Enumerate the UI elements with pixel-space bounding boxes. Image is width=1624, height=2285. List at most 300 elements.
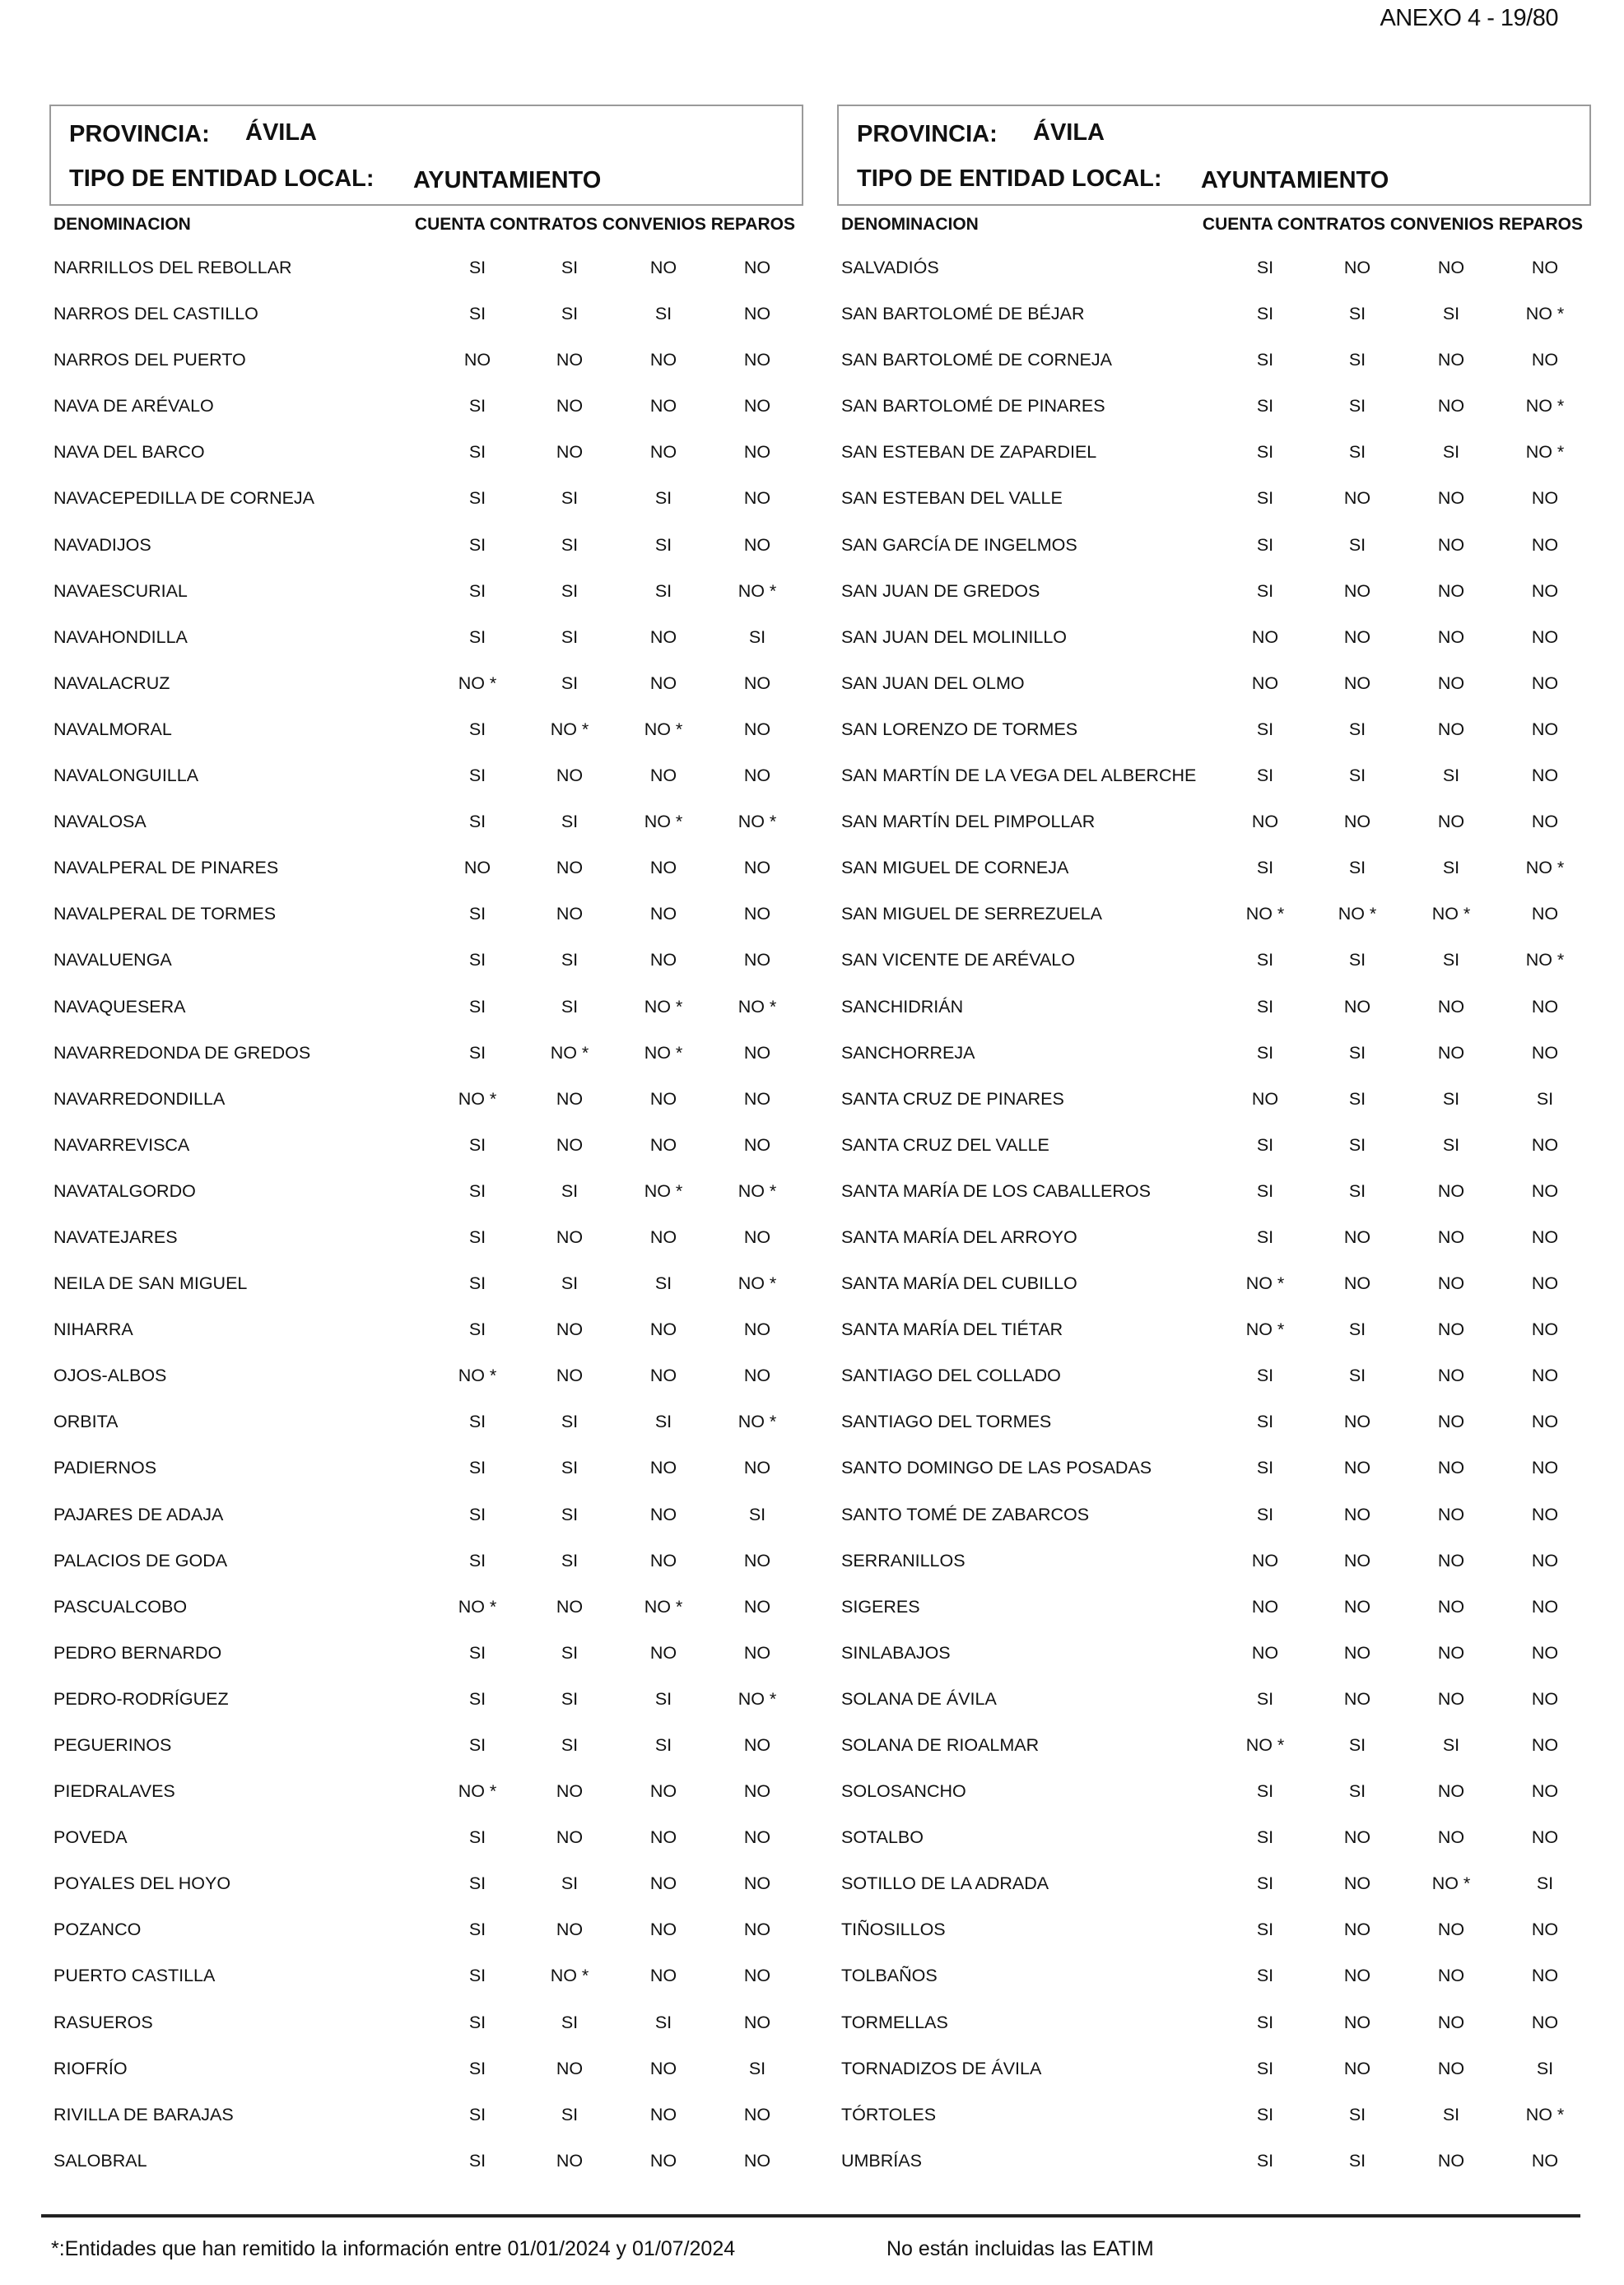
- entity-name: NIHARRA: [54, 1319, 133, 1340]
- reparos-value: SI: [1536, 1088, 1554, 1109]
- entity-name: TIÑOSILLOS: [841, 1920, 946, 1940]
- contratos-value: NO: [1343, 258, 1371, 277]
- convenios-value: NO: [649, 1226, 677, 1247]
- entity-name: SAN GARCÍA DE INGELMOS: [841, 534, 1077, 555]
- contratos-value: NO: [1343, 1873, 1371, 1894]
- reparos-value: NO: [1531, 1966, 1559, 1986]
- convenios-value: NO: [649, 1873, 677, 1894]
- convenios-value: NO: [649, 2150, 677, 2171]
- cuenta-value: SI: [468, 1827, 486, 1848]
- contratos-value: NO: [556, 442, 584, 463]
- left-header-box: [49, 105, 803, 206]
- convenios-value: SI: [654, 1735, 672, 1755]
- convenios-value: NO: [1437, 719, 1465, 739]
- cuenta-value: SI: [1256, 2104, 1274, 2124]
- cuenta-value: SI: [1256, 304, 1274, 324]
- table-row: [49, 1917, 803, 1963]
- contratos-value: SI: [1348, 1735, 1366, 1755]
- reparos-value: NO: [743, 2012, 771, 2032]
- table-row: [837, 1363, 1591, 1409]
- entity-name: NAVALMORAL: [54, 719, 172, 739]
- contratos-value: NO: [1343, 1827, 1371, 1848]
- cuenta-value: SI: [468, 1319, 486, 1340]
- contratos-value: SI: [561, 626, 579, 647]
- entity-name: RIOFRÍO: [54, 2058, 128, 2078]
- reparos-value: NO: [743, 1134, 771, 1155]
- provincia-label: PROVINCIA:: [69, 121, 210, 147]
- contratos-value: SI: [561, 2012, 579, 2032]
- contratos-value: NO: [556, 904, 584, 924]
- table-row: [837, 1087, 1591, 1133]
- table-row: [49, 1733, 803, 1779]
- table-row: [837, 486, 1591, 532]
- convenios-value: NO: [1437, 1504, 1465, 1524]
- right-rows: [837, 255, 1591, 2194]
- cuenta-value: SI: [1256, 1504, 1274, 1524]
- cuenta-value: SI: [1256, 996, 1274, 1017]
- cuenta-value: SI: [468, 534, 486, 555]
- cuenta-value: NO *: [1245, 1319, 1285, 1340]
- convenios-value: SI: [1442, 1134, 1460, 1155]
- convenios-value: NO *: [644, 1042, 683, 1063]
- reparos-value: NO: [743, 766, 771, 786]
- table-row: [837, 1733, 1591, 1779]
- tipo-entidad-value: AYUNTAMIENTO: [413, 167, 602, 193]
- contratos-value: SI: [1348, 766, 1366, 786]
- table-row: [837, 1779, 1591, 1825]
- convenios-value: NO: [649, 1088, 677, 1109]
- reparos-value: NO: [743, 258, 771, 277]
- entity-name: NAVALOSA: [54, 812, 147, 832]
- reparos-value: NO: [1531, 1827, 1559, 1848]
- entity-name: NAVACEPEDILLA DE CORNEJA: [54, 488, 315, 509]
- cuenta-value: SI: [1256, 396, 1274, 417]
- convenios-value: NO: [1437, 534, 1465, 555]
- table-row: [49, 1548, 803, 1594]
- entity-name: SANTIAGO DEL TORMES: [841, 1412, 1052, 1432]
- entity-name: SALOBRAL: [54, 2150, 147, 2171]
- reparos-value: NO: [1531, 1458, 1559, 1478]
- contratos-value: SI: [1348, 1088, 1366, 1109]
- table-row: [837, 347, 1591, 393]
- contratos-value: SI: [1348, 1180, 1366, 1201]
- table-row: [49, 1594, 803, 1640]
- col-group: [1203, 215, 1583, 235]
- table-row: [49, 1087, 803, 1133]
- reparos-value: NO: [1531, 1920, 1559, 1940]
- cuenta-value: SI: [468, 488, 486, 509]
- table-row: [49, 2102, 803, 2148]
- convenios-value: SI: [654, 1688, 672, 1709]
- entity-name: NAVARREVISCA: [54, 1134, 190, 1155]
- convenios-value: NO: [649, 626, 677, 647]
- reparos-value: NO *: [1525, 442, 1565, 463]
- reparos-value: NO *: [1525, 950, 1565, 970]
- convenios-value: NO: [1437, 1550, 1465, 1571]
- table-row: [49, 393, 803, 440]
- reparos-value: NO: [1531, 719, 1559, 739]
- contratos-value: NO: [1343, 1412, 1371, 1432]
- reparos-value: NO: [1531, 1504, 1559, 1524]
- contratos-value: SI: [561, 812, 579, 832]
- convenios-value: NO: [649, 1134, 677, 1155]
- table-row: [49, 486, 803, 532]
- entity-name: PALACIOS DE GODA: [54, 1550, 228, 1571]
- table-row: [49, 1363, 803, 1409]
- contratos-value: NO: [556, 2150, 584, 2171]
- convenios-value: SI: [1442, 1088, 1460, 1109]
- convenios-value: NO: [1437, 580, 1465, 601]
- convenios-value: NO: [1437, 488, 1465, 509]
- cuenta-value: SI: [468, 1134, 486, 1155]
- cuenta-value: SI: [468, 396, 486, 417]
- reparos-value: NO: [743, 1366, 771, 1386]
- reparos-value: NO *: [738, 1412, 777, 1432]
- table-row: [837, 994, 1591, 1040]
- col-cuenta: CUENTA: [1202, 215, 1273, 234]
- reparos-value: NO: [1531, 1042, 1559, 1063]
- contratos-value: NO: [556, 858, 584, 878]
- entity-name: SOLANA DE RIOALMAR: [841, 1735, 1040, 1755]
- reparos-value: NO: [1531, 1226, 1559, 1247]
- table-row: [49, 440, 803, 486]
- convenios-value: NO: [649, 396, 677, 417]
- footer-divider: [41, 2214, 1580, 2218]
- convenios-value: SI: [654, 534, 672, 555]
- entity-name: SANCHORREJA: [841, 1042, 975, 1063]
- reparos-value: NO: [1531, 1180, 1559, 1201]
- table-row: [49, 533, 803, 579]
- convenios-value: NO: [649, 1366, 677, 1386]
- convenios-value: NO: [649, 672, 677, 693]
- reparos-value: SI: [1536, 2058, 1554, 2078]
- contratos-value: NO: [556, 1920, 584, 1940]
- cuenta-value: SI: [1256, 1781, 1274, 1802]
- cuenta-value: SI: [468, 580, 486, 601]
- reparos-value: NO: [1531, 1642, 1559, 1663]
- contratos-value: NO: [556, 1226, 584, 1247]
- convenios-value: SI: [1442, 2104, 1460, 2124]
- table-row: [837, 1409, 1591, 1455]
- reparos-value: NO: [743, 719, 771, 739]
- cuenta-value: SI: [468, 1642, 486, 1663]
- contratos-value: NO: [1343, 672, 1371, 693]
- reparos-value: NO *: [1525, 858, 1565, 878]
- reparos-value: NO: [743, 2150, 771, 2171]
- convenios-value: NO: [1437, 1688, 1465, 1709]
- table-row: [49, 1179, 803, 1225]
- table-row: [837, 717, 1591, 763]
- cuenta-value: SI: [468, 812, 486, 832]
- contratos-value: SI: [561, 304, 579, 324]
- cuenta-value: SI: [1256, 488, 1274, 509]
- contratos-value: SI: [1348, 2104, 1366, 2124]
- cuenta-value: SI: [1256, 950, 1274, 970]
- cuenta-value: NO: [1251, 1596, 1279, 1617]
- reparos-value: NO: [1531, 672, 1559, 693]
- convenios-value: NO: [1437, 2012, 1465, 2032]
- table-row: [837, 255, 1591, 301]
- entity-name: SAN JUAN DE GREDOS: [841, 580, 1040, 601]
- reparos-value: NO: [743, 350, 771, 370]
- entity-name: SANCHIDRIÁN: [841, 996, 964, 1017]
- convenios-value: NO: [1437, 672, 1465, 693]
- reparos-value: NO: [1531, 1273, 1559, 1294]
- cuenta-value: NO *: [1245, 1735, 1285, 1755]
- entity-name: NAVALPERAL DE TORMES: [54, 904, 277, 924]
- contratos-value: NO: [556, 396, 584, 417]
- cuenta-value: SI: [1256, 534, 1274, 555]
- right-panel: [837, 105, 1591, 2171]
- entity-name: SANTO TOMÉ DE ZABARCOS: [841, 1504, 1090, 1524]
- contratos-value: SI: [561, 488, 579, 509]
- reparos-value: NO: [1531, 350, 1559, 370]
- contratos-value: SI: [561, 950, 579, 970]
- entity-name: SERRANILLOS: [841, 1550, 966, 1571]
- entity-name: PADIERNOS: [54, 1458, 157, 1478]
- reparos-value: NO: [743, 1735, 771, 1755]
- entity-name: SINLABAJOS: [841, 1642, 951, 1663]
- reparos-value: NO: [1531, 1550, 1559, 1571]
- table-row: [837, 1040, 1591, 1087]
- convenios-value: NO *: [644, 812, 683, 832]
- reparos-value: NO: [743, 1226, 771, 1247]
- cuenta-value: SI: [468, 1688, 486, 1709]
- convenios-value: NO: [1437, 1319, 1465, 1340]
- table-row: [837, 1271, 1591, 1317]
- convenios-value: NO: [649, 1458, 677, 1478]
- convenios-value: NO: [1437, 1180, 1465, 1201]
- table-row: [49, 1640, 803, 1687]
- col-group: [415, 215, 795, 235]
- footnote-eatim: No están incluidas las EATIM: [886, 2237, 1154, 2260]
- contratos-value: SI: [561, 534, 579, 555]
- convenios-value: NO: [649, 1920, 677, 1940]
- contratos-value: SI: [1348, 719, 1366, 739]
- provincia-value: ÁVILA: [1033, 119, 1105, 146]
- contratos-value: SI: [561, 1873, 579, 1894]
- convenios-value: NO: [1437, 350, 1465, 370]
- entity-name: SAN ESTEBAN DE ZAPARDIEL: [841, 442, 1097, 463]
- contratos-value: SI: [561, 580, 579, 601]
- table-row: [49, 994, 803, 1040]
- table-row: [837, 1502, 1591, 1548]
- convenios-value: NO: [1437, 1596, 1465, 1617]
- contratos-value: NO *: [550, 1966, 589, 1986]
- contratos-value: SI: [1348, 304, 1366, 324]
- convenios-value: NO: [649, 1550, 677, 1571]
- cuenta-value: SI: [468, 1873, 486, 1894]
- convenios-value: SI: [1442, 766, 1460, 786]
- entity-name: SAN JUAN DEL MOLINILLO: [841, 626, 1067, 647]
- table-row: [837, 625, 1591, 671]
- cuenta-value: SI: [1256, 580, 1274, 601]
- cuenta-value: SI: [468, 1226, 486, 1247]
- convenios-value: NO: [649, 858, 677, 878]
- table-row: [837, 2056, 1591, 2102]
- cuenta-value: SI: [1256, 1412, 1274, 1432]
- cuenta-value: SI: [468, 719, 486, 739]
- reparos-value: NO: [743, 672, 771, 693]
- reparos-value: NO: [743, 904, 771, 924]
- entity-name: SANTO DOMINGO DE LAS POSADAS: [841, 1458, 1152, 1478]
- cuenta-value: SI: [468, 1180, 486, 1201]
- col-reparos: REPAROS: [710, 215, 795, 234]
- entity-name: SANTA CRUZ DE PINARES: [841, 1088, 1064, 1109]
- contratos-value: SI: [561, 1273, 579, 1294]
- convenios-value: NO: [649, 258, 677, 277]
- entity-name: NAVALUENGA: [54, 950, 172, 970]
- convenios-value: NO: [1437, 2150, 1465, 2171]
- entity-name: RIVILLA DE BARAJAS: [54, 2104, 234, 2124]
- contratos-value: NO: [556, 1319, 584, 1340]
- entity-name: TORNADIZOS DE ÁVILA: [841, 2058, 1042, 2078]
- table-row: [49, 1455, 803, 1501]
- entity-name: NAVALACRUZ: [54, 672, 170, 693]
- reparos-value: NO: [743, 1458, 771, 1478]
- column-header: [49, 215, 803, 240]
- convenios-value: NO: [1437, 1366, 1465, 1386]
- contratos-value: SI: [1348, 2150, 1366, 2171]
- entity-name: NAVA DEL BARCO: [54, 442, 205, 463]
- reparos-value: NO *: [1525, 2104, 1565, 2124]
- table-row: [49, 763, 803, 809]
- contratos-value: SI: [1348, 396, 1366, 417]
- cuenta-value: SI: [468, 1735, 486, 1755]
- cuenta-value: SI: [468, 2058, 486, 2078]
- provincia-value: ÁVILA: [245, 119, 317, 146]
- reparos-value: NO: [1531, 1134, 1559, 1155]
- contratos-value: NO: [556, 1088, 584, 1109]
- contratos-value: SI: [561, 1504, 579, 1524]
- left-panel: [49, 105, 803, 2171]
- reparos-value: SI: [748, 2058, 766, 2078]
- cuenta-value: SI: [1256, 442, 1274, 463]
- convenios-value: SI: [1442, 442, 1460, 463]
- entity-name: SAN LORENZO DE TORMES: [841, 719, 1078, 739]
- convenios-value: NO: [1437, 1827, 1465, 1848]
- col-denominacion: DENOMINACION: [841, 215, 979, 234]
- contratos-value: SI: [561, 1550, 579, 1571]
- cuenta-value: NO: [463, 350, 491, 370]
- entity-name: NARROS DEL PUERTO: [54, 350, 246, 370]
- convenios-value: NO *: [1431, 904, 1471, 924]
- entity-name: NARROS DEL CASTILLO: [54, 304, 258, 324]
- table-row: [837, 1594, 1591, 1640]
- entity-name: NAVATALGORDO: [54, 1180, 196, 1201]
- reparos-value: NO: [1531, 1781, 1559, 1802]
- contratos-value: NO: [1343, 2012, 1371, 2032]
- entity-name: SANTA MARÍA DE LOS CABALLEROS: [841, 1180, 1151, 1201]
- entity-name: OJOS-ALBOS: [54, 1366, 167, 1386]
- contratos-value: SI: [1348, 950, 1366, 970]
- contratos-value: NO: [1343, 1596, 1371, 1617]
- entity-name: SANTA MARÍA DEL TIÉTAR: [841, 1319, 1063, 1340]
- reparos-value: NO: [743, 858, 771, 878]
- entity-name: PAJARES DE ADAJA: [54, 1504, 224, 1524]
- cuenta-value: NO: [1251, 1642, 1279, 1663]
- table-row: [49, 1779, 803, 1825]
- reparos-value: NO *: [738, 1273, 777, 1294]
- contratos-value: SI: [561, 1735, 579, 1755]
- entity-name: SAN ESTEBAN DEL VALLE: [841, 488, 1063, 509]
- table-row: [837, 809, 1591, 855]
- reparos-value: NO: [1531, 1688, 1559, 1709]
- reparos-value: NO: [743, 1642, 771, 1663]
- reparos-value: NO: [743, 950, 771, 970]
- reparos-value: NO: [743, 1596, 771, 1617]
- cuenta-value: SI: [468, 996, 486, 1017]
- contratos-value: SI: [561, 1642, 579, 1663]
- table-row: [837, 393, 1591, 440]
- convenios-value: SI: [654, 488, 672, 509]
- entity-name: NAVAHONDILLA: [54, 626, 188, 647]
- reparos-value: NO: [1531, 2012, 1559, 2032]
- table-row: [837, 901, 1591, 947]
- table-row: [837, 440, 1591, 486]
- table-row: [837, 1455, 1591, 1501]
- table-row: [837, 1225, 1591, 1271]
- entity-name: SOLANA DE ÁVILA: [841, 1688, 997, 1709]
- contratos-value: NO: [556, 1596, 584, 1617]
- table-row: [837, 1963, 1591, 2009]
- convenios-value: NO: [649, 1319, 677, 1340]
- contratos-value: NO *: [1338, 904, 1377, 924]
- table-row: [837, 1548, 1591, 1594]
- cuenta-value: SI: [468, 1550, 486, 1571]
- table-row: [49, 625, 803, 671]
- reparos-value: NO: [1531, 1412, 1559, 1432]
- col-contratos: CONTRATOS: [489, 215, 598, 234]
- reparos-value: NO: [1531, 534, 1559, 555]
- entity-name: PUERTO CASTILLA: [54, 1966, 216, 1986]
- cuenta-value: SI: [1256, 1688, 1274, 1709]
- table-row: [837, 1317, 1591, 1363]
- table-row: [49, 947, 803, 994]
- contratos-value: NO: [556, 1134, 584, 1155]
- cuenta-value: SI: [1256, 1180, 1274, 1201]
- col-cuenta: CUENTA: [414, 215, 486, 234]
- col-convenios: CONVENIOS: [1389, 215, 1494, 234]
- reparos-value: SI: [748, 1504, 766, 1524]
- cuenta-value: NO *: [458, 1088, 497, 1109]
- contratos-value: SI: [561, 1180, 579, 1201]
- entity-name: NAVARREDONDA DE GREDOS: [54, 1042, 311, 1063]
- contratos-value: SI: [1348, 1134, 1366, 1155]
- table-row: [49, 671, 803, 717]
- entity-name: NAVALONGUILLA: [54, 766, 199, 786]
- cuenta-value: SI: [1256, 2150, 1274, 2171]
- contratos-value: NO: [556, 1366, 584, 1386]
- table-row: [837, 2010, 1591, 2056]
- left-rows: [49, 255, 803, 2194]
- convenios-value: SI: [654, 304, 672, 324]
- contratos-value: NO: [1343, 580, 1371, 601]
- table-row: [837, 1871, 1591, 1917]
- convenios-value: NO: [649, 2058, 677, 2078]
- cuenta-value: SI: [1256, 2012, 1274, 2032]
- tipo-entidad-value: AYUNTAMIENTO: [1201, 167, 1389, 193]
- entity-name: UMBRÍAS: [841, 2150, 922, 2171]
- col-denominacion: DENOMINACION: [54, 215, 191, 234]
- entity-name: TORMELLAS: [841, 2012, 948, 2032]
- table-row: [837, 1133, 1591, 1179]
- cuenta-value: SI: [468, 1966, 486, 1986]
- reparos-value: NO *: [1525, 396, 1565, 417]
- tipo-entidad-label: TIPO DE ENTIDAD LOCAL:: [69, 165, 375, 192]
- cuenta-value: SI: [1256, 1226, 1274, 1247]
- contratos-value: NO: [1343, 1642, 1371, 1663]
